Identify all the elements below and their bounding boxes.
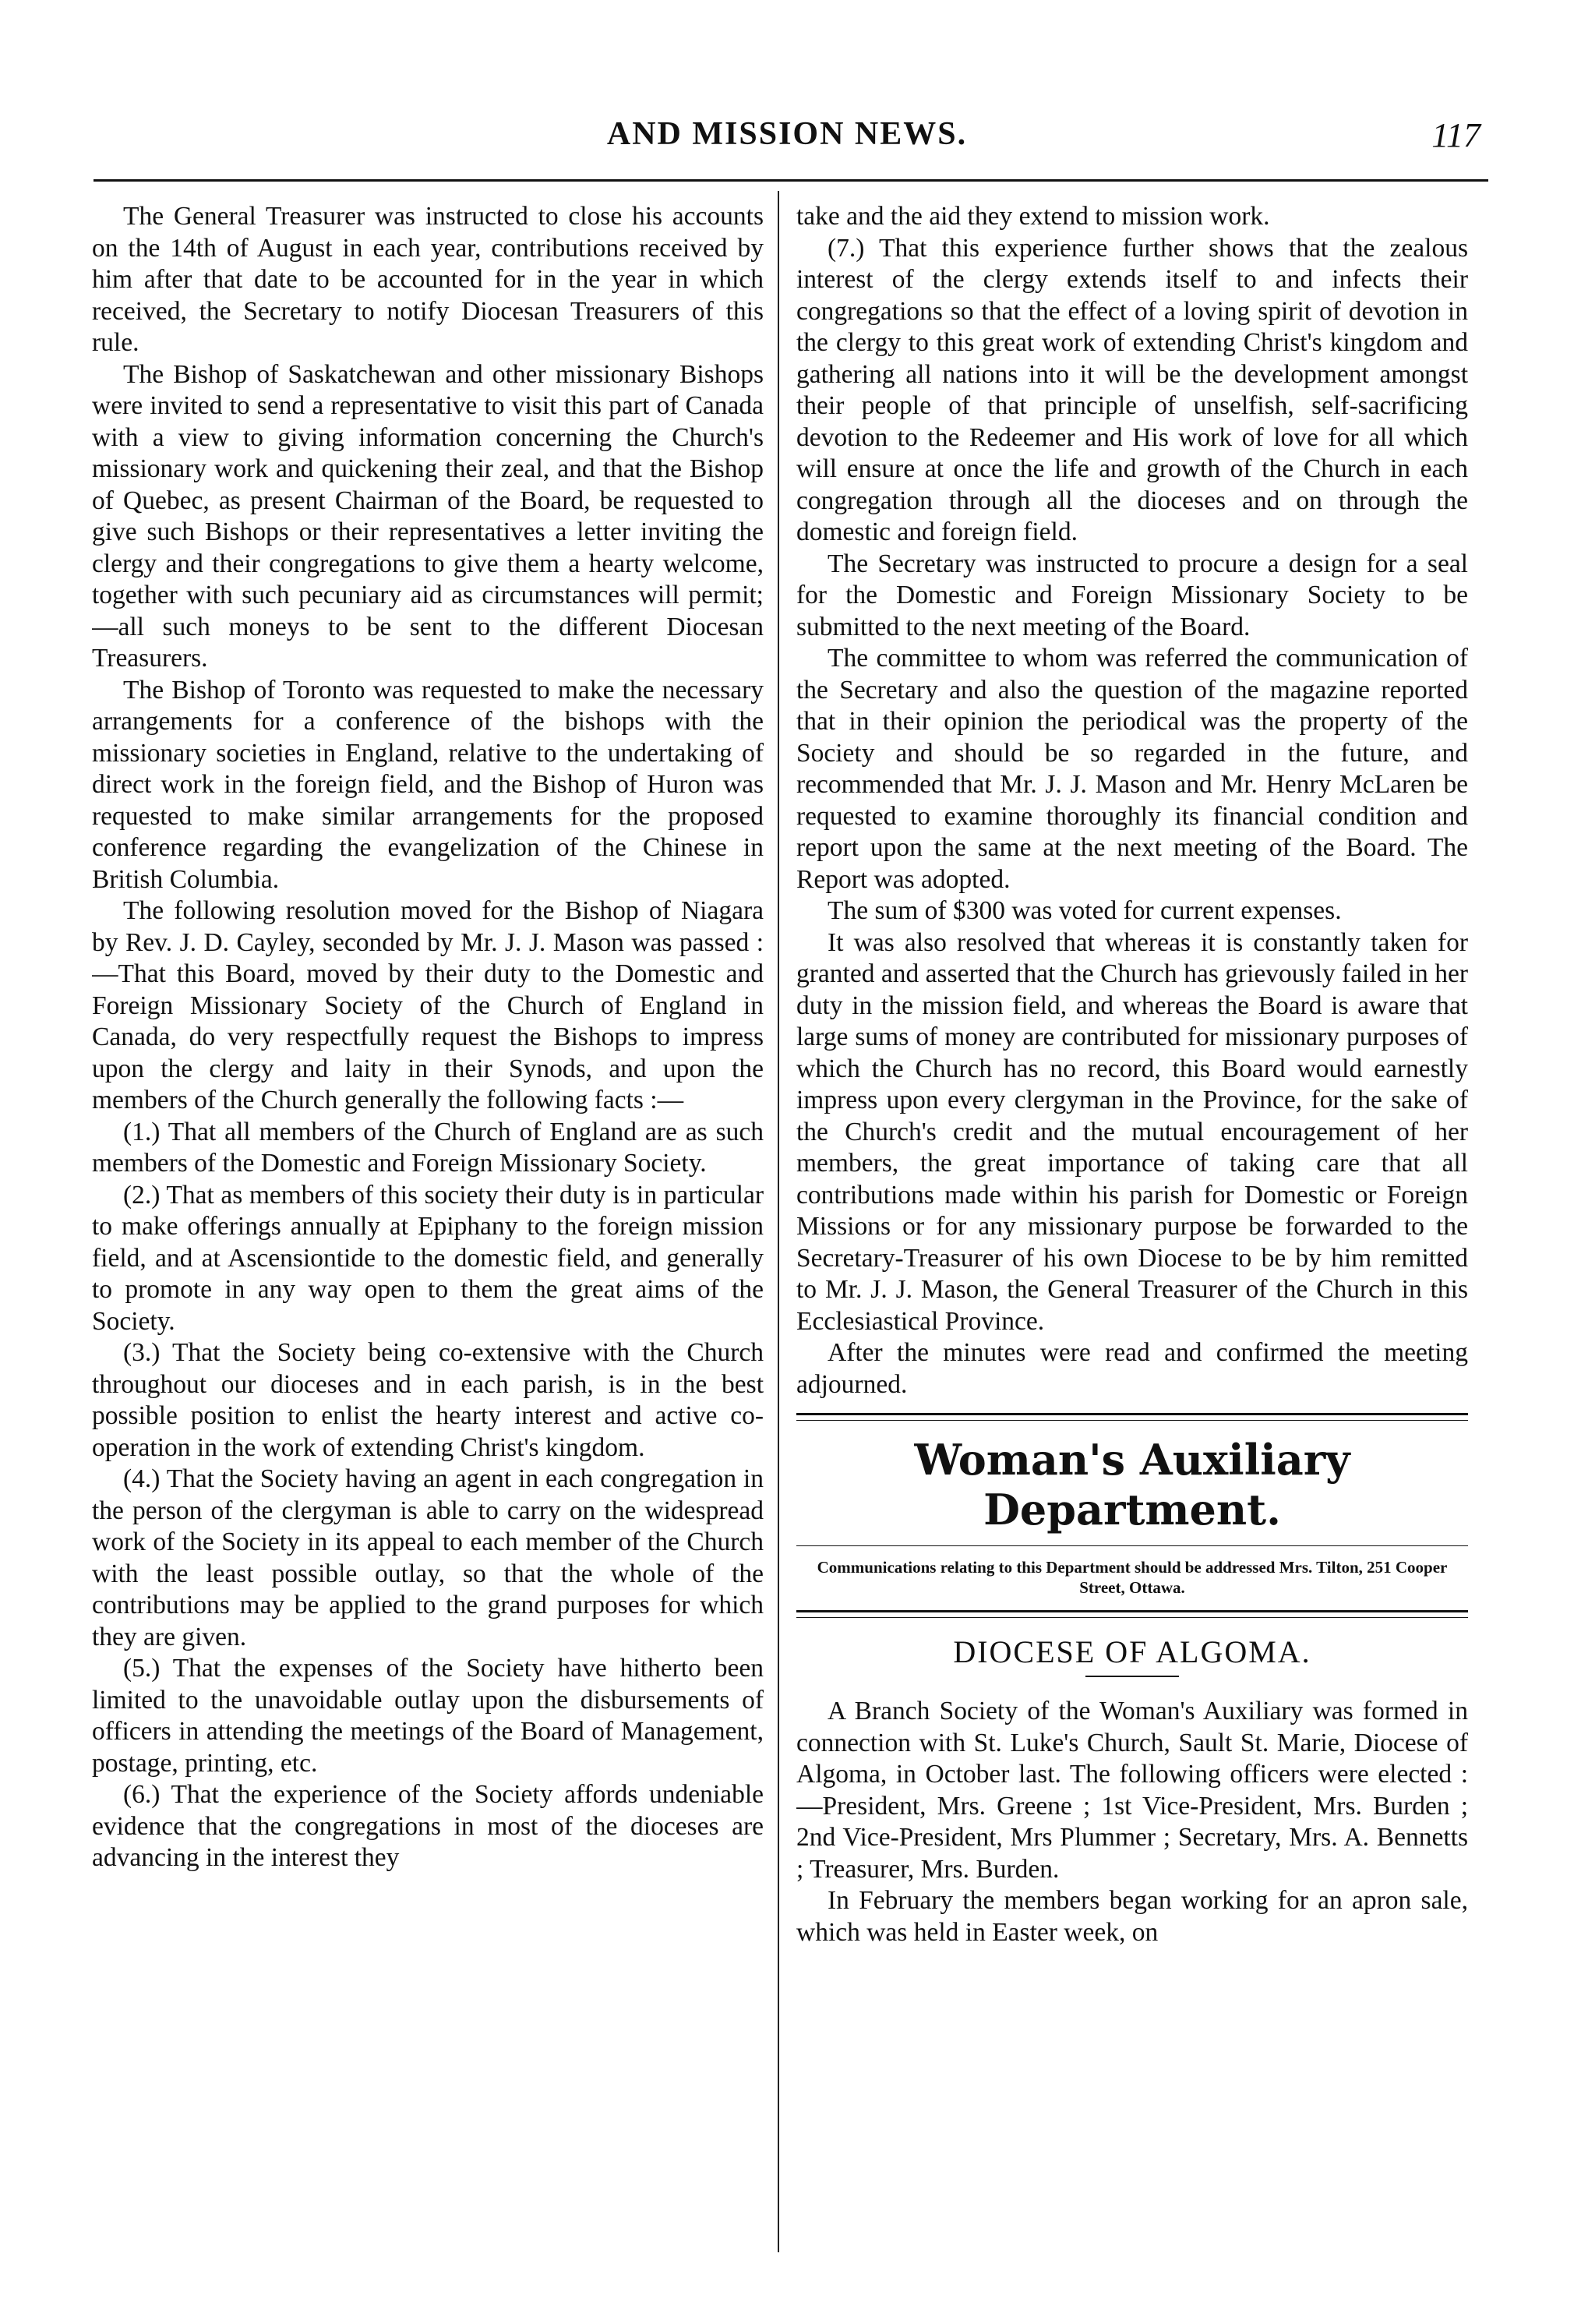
section-title: Woman's Auxiliary Department. bbox=[914, 1435, 1350, 1535]
notice-rule-top bbox=[796, 1545, 1468, 1546]
notice-rule-bottom bbox=[796, 1610, 1468, 1618]
paragraph: (5.) That the expenses of the Society have hitherto been limited to the unavoidable outlay upon the disbursements of officers in attending the meetings of the Board of Management, postage, printing, etc. bbox=[92, 1654, 764, 1778]
left-column bbox=[92, 201, 764, 2290]
right-column bbox=[796, 201, 1468, 2290]
running-title: AND MISSION NEWS. bbox=[606, 116, 968, 152]
paragraph: The following resolution moved for the Bishop of Niagara by Rev. J. D. Cayley, seconded by Mr. J. J. Mason was passed :—That this Board, moved by their duty to the Domestic and Foreign Missionary Society of the Church of England in Canada, do very respectfully request the Bishops to impress upon the clergy and laity in their Synods, and upon the members of the Church generally the following facts :— bbox=[92, 896, 764, 1114]
paragraph: The Bishop of Toronto was requested to make the necessary arrangements for a conference of the bishops with the missionary societies in England, relative to the undertaking of direct work in the foreign field, and the Bishop of Huron was requested to make similar arrangements for the proposed conference regarding the evangelization of the Chinese in British Columbia. bbox=[92, 675, 764, 894]
paragraph: The sum of $300 was voted for current expenses. bbox=[828, 896, 1342, 925]
header-rule bbox=[94, 179, 1488, 182]
paragraph: In February the members began working for an apron sale, which was held in Easter week, on bbox=[796, 1886, 1468, 1947]
section-rule bbox=[796, 1413, 1468, 1421]
paragraph: (7.) That this experience further shows that the zealous interest of the clergy extends itself to and infects their congregations so that the effect of a loving spirit of devotion in the clergy to this great work of extending Christ's kingdom and gathering all nations into it will be the development amongst their people of that principle of unselfish, self-sacrificing devotion to the Redeemer and His work of love for all which will ensure at once the life and growth of the Church in each congregation through all the dioceses and on through the domestic and foreign field. bbox=[796, 233, 1468, 546]
continuation-paragraph: take and the aid they extend to mission work. bbox=[796, 202, 1270, 231]
page-number: 117 bbox=[1431, 116, 1480, 154]
paragraph: The Secretary was instructed to procure a design for a seal for the Domestic and Foreign Missionary Society to be submitted to the next meeting of the Board. bbox=[796, 549, 1468, 641]
department-notice: Communications relating to this Department should be addressed Mrs. Tilton, 251 Cooper Street, Ottawa. bbox=[817, 1558, 1448, 1597]
paragraph: It was also resolved that whereas it is constantly taken for granted and asserted that the Church has grievously failed in her duty in the mission field, and whereas the Board is aware that large sums of money are contributed for missionary purposes of which the Church has no record, this Board would earnestly impress upon every clergyman in the Province, for the sake of the Church's credit and the mutual encouragement of her members, the great importance of taking care that all contributions made within his parish for Domestic or Foreign Missions or for any missionary purpose be forwarded to the Secretary-Treasurer of his own Diocese to be by him remitted to Mr. J. J. Mason, the General Treasurer of the Church in this Ecclesiastical Province. bbox=[796, 927, 1468, 1336]
paragraph: (6.) That the experience of the Society affords undeniable evidence that the congregations in most of the dioceses are advancing in the interest they bbox=[92, 1780, 764, 1872]
page-header bbox=[86, 108, 1488, 162]
subheading-rule bbox=[1085, 1676, 1179, 1677]
paragraph: (1.) That all members of the Church of England are as such members of the Domestic and Foreign Missionary Society. bbox=[92, 1117, 764, 1178]
column-divider bbox=[778, 191, 779, 2252]
paragraph: (4.) That the Society having an agent in each congregation in the person of the clergyman is able to carry on the widespread work of the Society in its appeal to each member of the Church with the least possible outlay, so that the whole of the contributions may be applied to the grand purposes for which they are given. bbox=[92, 1464, 764, 1651]
subheading: DIOCESE OF ALGOMA. bbox=[953, 1634, 1311, 1669]
paragraph: (3.) That the Society being co-extensive with the Church throughout our dioceses and in each parish, is in the best possible position to enlist the hearty interest and active co-operation in the work of extending Christ's kingdom. bbox=[92, 1338, 764, 1462]
paragraph: A Branch Society of the Woman's Auxiliary was formed in connection with St. Luke's Church, Sault St. Marie, Diocese of Algoma, in October last. The following officers were elected :—President, Mrs. Greene ; 1st Vice-President, Mrs. Burden ; 2nd Vice-President, Mrs Plummer ; Secretary, Mrs. A. Bennetts ; Treasurer, Mrs. Burden. bbox=[796, 1697, 1468, 1884]
paragraph: After the minutes were read and confirmed the meeting adjourned. bbox=[796, 1338, 1468, 1399]
paragraph: The General Treasurer was instructed to close his accounts on the 14th of August in each year, contributions received by him after that date to be accounted for in the year in which received, the Secretary to notify Diocesan Treasurers of this rule. bbox=[92, 202, 764, 357]
paragraph: The Bishop of Saskatchewan and other missionary Bishops were invited to send a representative to visit this part of Canada with a view to giving information concerning the Church's missionary work and quickening their zeal, and that the Bishop of Quebec, as present Chairman of the Board, be requested to give such Bishops or their representatives a letter inviting the clergy and their congregations to give them a hearty welcome, together with such pecuniary aid as circumstances will permit;—all such moneys to be sent to the different Diocesan Treasurers. bbox=[92, 359, 764, 673]
paragraph: (2.) That as members of this society their duty is in particular to make offerings annually at Epiphany to the foreign mission field, and at Ascensiontide to the domestic field, and generally to promote in any way open to them the great aims of the Society. bbox=[92, 1180, 764, 1336]
paragraph: The committee to whom was referred the communication of the Secretary and also the question of the magazine reported that in their opinion the periodical was the property of the Society and should be so regarded in the future, and recommended that Mr. J. J. Mason and Mr. Henry McLaren be requested to examine thoroughly its financial condition and report upon the same at the next meeting of the Board. The Report was adopted. bbox=[796, 644, 1468, 894]
